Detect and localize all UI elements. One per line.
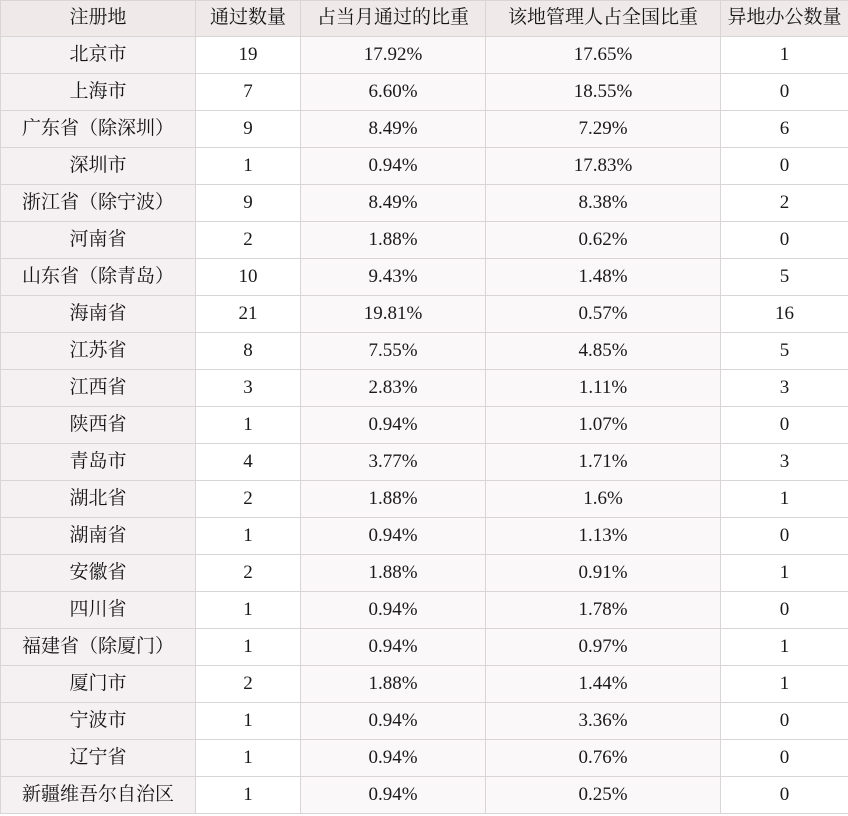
cell-share-of-national: 8.38% (486, 185, 721, 222)
cell-remote-offices: 1 (721, 481, 848, 518)
cell-remote-offices: 0 (721, 592, 848, 629)
cell-share-of-month: 0.94% (301, 777, 486, 814)
cell-remote-offices: 3 (721, 370, 848, 407)
cell-region: 山东省（除青岛） (1, 259, 196, 296)
cell-passed-count: 1 (196, 148, 301, 185)
cell-region: 江苏省 (1, 333, 196, 370)
cell-share-of-month: 7.55% (301, 333, 486, 370)
cell-passed-count: 21 (196, 296, 301, 333)
column-header-remote-offices: 异地办公数量 (721, 1, 848, 37)
cell-remote-offices: 0 (721, 407, 848, 444)
cell-region: 福建省（除厦门） (1, 629, 196, 666)
table-row (1, 629, 848, 666)
cell-share-of-month: 0.94% (301, 592, 486, 629)
cell-share-of-national: 0.91% (486, 555, 721, 592)
cell-remote-offices: 0 (721, 740, 848, 777)
cell-share-of-national: 17.65% (486, 37, 721, 74)
cell-share-of-national: 0.25% (486, 777, 721, 814)
cell-remote-offices: 16 (721, 296, 848, 333)
cell-share-of-month: 0.94% (301, 518, 486, 555)
cell-share-of-national: 0.62% (486, 222, 721, 259)
cell-share-of-month: 1.88% (301, 222, 486, 259)
cell-share-of-national: 17.83% (486, 148, 721, 185)
cell-share-of-national: 1.11% (486, 370, 721, 407)
cell-share-of-national: 7.29% (486, 111, 721, 148)
table-row (1, 592, 848, 629)
cell-region: 宁波市 (1, 703, 196, 740)
cell-passed-count: 1 (196, 777, 301, 814)
cell-passed-count: 1 (196, 407, 301, 444)
cell-region: 海南省 (1, 296, 196, 333)
cell-share-of-national: 1.13% (486, 518, 721, 555)
cell-region: 新疆维吾尔自治区 (1, 777, 196, 814)
cell-remote-offices: 6 (721, 111, 848, 148)
table-row (1, 222, 848, 259)
cell-passed-count: 9 (196, 111, 301, 148)
table-row (1, 259, 848, 296)
cell-share-of-month: 17.92% (301, 37, 486, 74)
table-row (1, 111, 848, 148)
cell-share-of-month: 2.83% (301, 370, 486, 407)
cell-region: 四川省 (1, 592, 196, 629)
table-row (1, 703, 848, 740)
cell-share-of-national: 1.6% (486, 481, 721, 518)
cell-share-of-month: 3.77% (301, 444, 486, 481)
cell-region: 广东省（除深圳） (1, 111, 196, 148)
cell-share-of-month: 1.88% (301, 666, 486, 703)
cell-share-of-month: 1.88% (301, 555, 486, 592)
cell-share-of-national: 0.76% (486, 740, 721, 777)
cell-share-of-national: 1.44% (486, 666, 721, 703)
table-row (1, 740, 848, 777)
cell-share-of-month: 0.94% (301, 629, 486, 666)
table-body (1, 37, 848, 814)
cell-passed-count: 2 (196, 666, 301, 703)
cell-share-of-month: 0.94% (301, 740, 486, 777)
cell-region: 青岛市 (1, 444, 196, 481)
table-row (1, 148, 848, 185)
cell-region: 深圳市 (1, 148, 196, 185)
cell-region: 湖南省 (1, 518, 196, 555)
table-row (1, 370, 848, 407)
table-row (1, 777, 848, 814)
cell-remote-offices: 5 (721, 259, 848, 296)
cell-passed-count: 1 (196, 703, 301, 740)
cell-passed-count: 2 (196, 481, 301, 518)
cell-share-of-national: 1.07% (486, 407, 721, 444)
cell-passed-count: 1 (196, 629, 301, 666)
cell-region: 上海市 (1, 74, 196, 111)
cell-region: 北京市 (1, 37, 196, 74)
cell-region: 江西省 (1, 370, 196, 407)
table-row (1, 518, 848, 555)
cell-remote-offices: 5 (721, 333, 848, 370)
cell-remote-offices: 0 (721, 222, 848, 259)
cell-remote-offices: 0 (721, 703, 848, 740)
table-row (1, 37, 848, 74)
cell-remote-offices: 0 (721, 148, 848, 185)
table-row (1, 185, 848, 222)
cell-remote-offices: 1 (721, 666, 848, 703)
cell-remote-offices: 0 (721, 777, 848, 814)
table-row (1, 74, 848, 111)
cell-share-of-national: 0.57% (486, 296, 721, 333)
cell-share-of-month: 0.94% (301, 703, 486, 740)
column-header-region: 注册地 (1, 1, 196, 37)
table-row (1, 666, 848, 703)
column-header-share-of-national: 该地管理人占全国比重 (486, 1, 721, 37)
cell-region: 浙江省（除宁波） (1, 185, 196, 222)
cell-remote-offices: 0 (721, 74, 848, 111)
cell-passed-count: 1 (196, 518, 301, 555)
cell-share-of-national: 1.48% (486, 259, 721, 296)
cell-share-of-month: 0.94% (301, 407, 486, 444)
cell-region: 辽宁省 (1, 740, 196, 777)
column-header-passed-count: 通过数量 (196, 1, 301, 37)
cell-remote-offices: 2 (721, 185, 848, 222)
cell-share-of-month: 9.43% (301, 259, 486, 296)
cell-share-of-national: 18.55% (486, 74, 721, 111)
cell-passed-count: 1 (196, 740, 301, 777)
cell-share-of-national: 1.71% (486, 444, 721, 481)
cell-passed-count: 7 (196, 74, 301, 111)
cell-passed-count: 3 (196, 370, 301, 407)
cell-passed-count: 19 (196, 37, 301, 74)
cell-passed-count: 9 (196, 185, 301, 222)
cell-remote-offices: 1 (721, 37, 848, 74)
cell-share-of-month: 0.94% (301, 148, 486, 185)
cell-region: 厦门市 (1, 666, 196, 703)
cell-share-of-month: 6.60% (301, 74, 486, 111)
table-row (1, 333, 848, 370)
cell-region: 湖北省 (1, 481, 196, 518)
column-header-share-of-month: 占当月通过的比重 (301, 1, 486, 37)
cell-region: 安徽省 (1, 555, 196, 592)
cell-share-of-national: 1.78% (486, 592, 721, 629)
cell-passed-count: 1 (196, 592, 301, 629)
cell-region: 河南省 (1, 222, 196, 259)
cell-share-of-month: 19.81% (301, 296, 486, 333)
table-header-row (1, 1, 848, 37)
cell-share-of-month: 8.49% (301, 111, 486, 148)
table-row (1, 444, 848, 481)
cell-passed-count: 8 (196, 333, 301, 370)
table-header (1, 1, 848, 37)
table-row (1, 296, 848, 333)
cell-passed-count: 2 (196, 222, 301, 259)
table-row (1, 555, 848, 592)
cell-share-of-national: 4.85% (486, 333, 721, 370)
cell-share-of-national: 3.36% (486, 703, 721, 740)
table-row (1, 407, 848, 444)
cell-share-of-month: 8.49% (301, 185, 486, 222)
cell-remote-offices: 0 (721, 518, 848, 555)
cell-share-of-month: 1.88% (301, 481, 486, 518)
cell-share-of-national: 0.97% (486, 629, 721, 666)
cell-region: 陕西省 (1, 407, 196, 444)
cell-remote-offices: 3 (721, 444, 848, 481)
cell-remote-offices: 1 (721, 555, 848, 592)
cell-passed-count: 10 (196, 259, 301, 296)
cell-passed-count: 2 (196, 555, 301, 592)
cell-remote-offices: 1 (721, 629, 848, 666)
table-row (1, 481, 848, 518)
cell-passed-count: 4 (196, 444, 301, 481)
